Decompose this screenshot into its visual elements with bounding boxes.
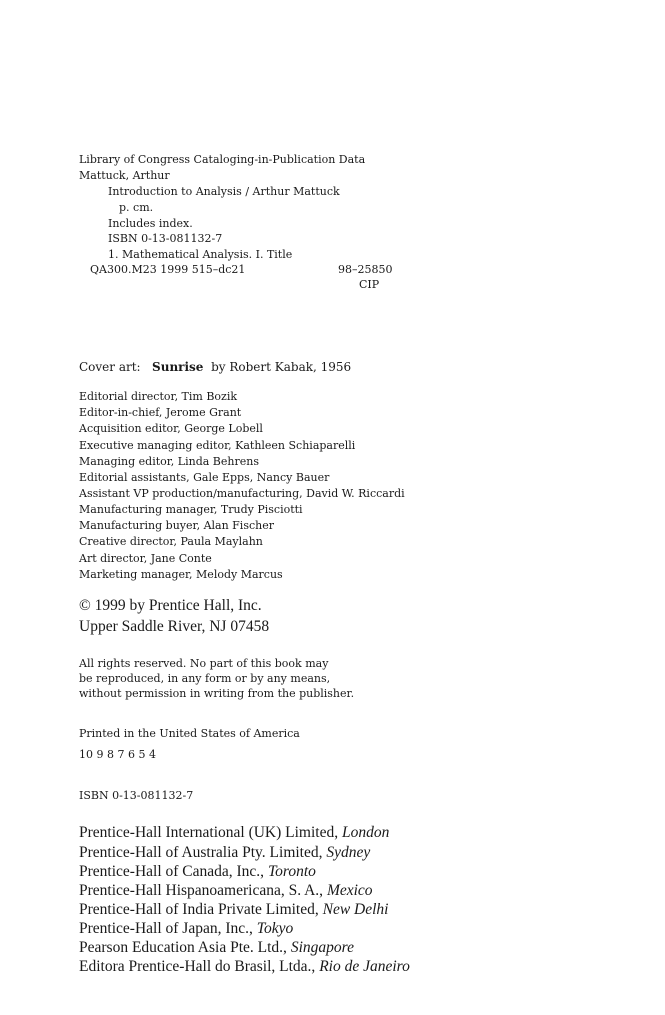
staff-item: Editorial assistants, Gale Epps, Nancy Bauer xyxy=(79,471,330,484)
cip-title-line: Introduction to Analysis / Arthur Mattuck xyxy=(108,185,340,198)
publisher-city: New Delhi xyxy=(322,901,389,918)
publisher-line xyxy=(79,845,370,861)
publisher-city: Sydney xyxy=(326,844,371,861)
publisher-line xyxy=(79,902,389,918)
publisher-line xyxy=(79,921,293,937)
print-numbers: 10 9 8 7 6 5 4 xyxy=(79,748,156,761)
publisher-city: Singapore xyxy=(290,939,354,956)
cover-art-line xyxy=(79,361,351,373)
publisher-line xyxy=(79,940,354,956)
staff-item: Marketing manager, Melody Marcus xyxy=(79,568,283,581)
cover-art-credit: by Robert Kabak, 1956 xyxy=(211,360,352,374)
publisher-name: Pearson Education Asia Pte. Ltd., xyxy=(79,939,291,956)
copyright-address: Upper Saddle River, NJ 07458 xyxy=(79,618,270,635)
staff-item: Acquisition editor, George Lobell xyxy=(79,422,263,435)
copyright-line: © 1999 by Prentice Hall, Inc. xyxy=(79,597,262,614)
publisher-line xyxy=(79,883,373,899)
publisher-city: Tokyo xyxy=(256,920,294,937)
cover-art-title: Sunrise xyxy=(152,360,204,374)
staff-item: Managing editor, Linda Behrens xyxy=(79,455,259,468)
publisher-city: Rio de Janeiro xyxy=(319,958,410,975)
staff-item: Editorial director, Tim Bozik xyxy=(79,390,238,403)
staff-item: Manufacturing buyer, Alan Fischer xyxy=(79,519,274,532)
publisher-city: Toronto xyxy=(267,863,316,880)
cip-index-note: Includes index. xyxy=(108,217,193,230)
cip-isbn: ISBN 0-13-081132-7 xyxy=(108,232,223,245)
publisher-name: Editora Prentice-Hall do Brasil, Ltda., xyxy=(79,958,320,975)
publisher-line xyxy=(79,959,410,975)
cip-heading: Library of Congress Cataloging-in-Publication Data xyxy=(79,153,366,166)
rights-line: All rights reserved. No part of this book may xyxy=(79,657,329,670)
staff-item: Manufacturing manager, Trudy Pisciotti xyxy=(79,503,303,516)
cover-art-label: Cover art: xyxy=(79,360,141,374)
publisher-name: Prentice-Hall of Canada, Inc., xyxy=(79,863,268,880)
rights-line: without permission in writing from the publisher. xyxy=(79,687,355,700)
publisher-name: Prentice-Hall Hispanoamericana, S. A., xyxy=(79,882,327,899)
publisher-name: Prentice-Hall International (UK) Limited, xyxy=(79,824,342,841)
staff-item: Executive managing editor, Kathleen Schiaparelli xyxy=(79,439,356,452)
staff-item: Art director, Jane Conte xyxy=(79,552,212,565)
publisher-line xyxy=(79,825,389,841)
cip-classification: QA300.M23 1999 515–dc21 xyxy=(90,263,246,276)
staff-item: Editor-in-chief, Jerome Grant xyxy=(79,406,242,419)
publisher-city: Mexico xyxy=(326,882,373,899)
cip-label: CIP xyxy=(359,278,380,291)
rights-line: be reproduced, in any form or by any means, xyxy=(79,672,331,685)
publisher-city: London xyxy=(341,824,390,841)
publisher-line xyxy=(79,864,316,880)
publisher-name: Prentice-Hall of Australia Pty. Limited, xyxy=(79,844,327,861)
publisher-name: Prentice-Hall of India Private Limited, xyxy=(79,901,323,918)
publisher-name: Prentice-Hall of Japan, Inc., xyxy=(79,920,257,937)
cip-physical: p. cm. xyxy=(119,201,154,214)
printed-in: Printed in the United States of America xyxy=(79,727,300,740)
isbn-footer: ISBN 0-13-081132-7 xyxy=(79,789,194,802)
staff-item: Assistant VP production/manufacturing, David W. Riccardi xyxy=(79,487,405,500)
staff-item: Creative director, Paula Maylahn xyxy=(79,535,263,548)
cip-lccn: 98–25850 xyxy=(338,263,393,276)
cip-author: Mattuck, Arthur xyxy=(79,169,170,182)
cip-subjects: 1. Mathematical Analysis. I. Title xyxy=(108,248,293,261)
